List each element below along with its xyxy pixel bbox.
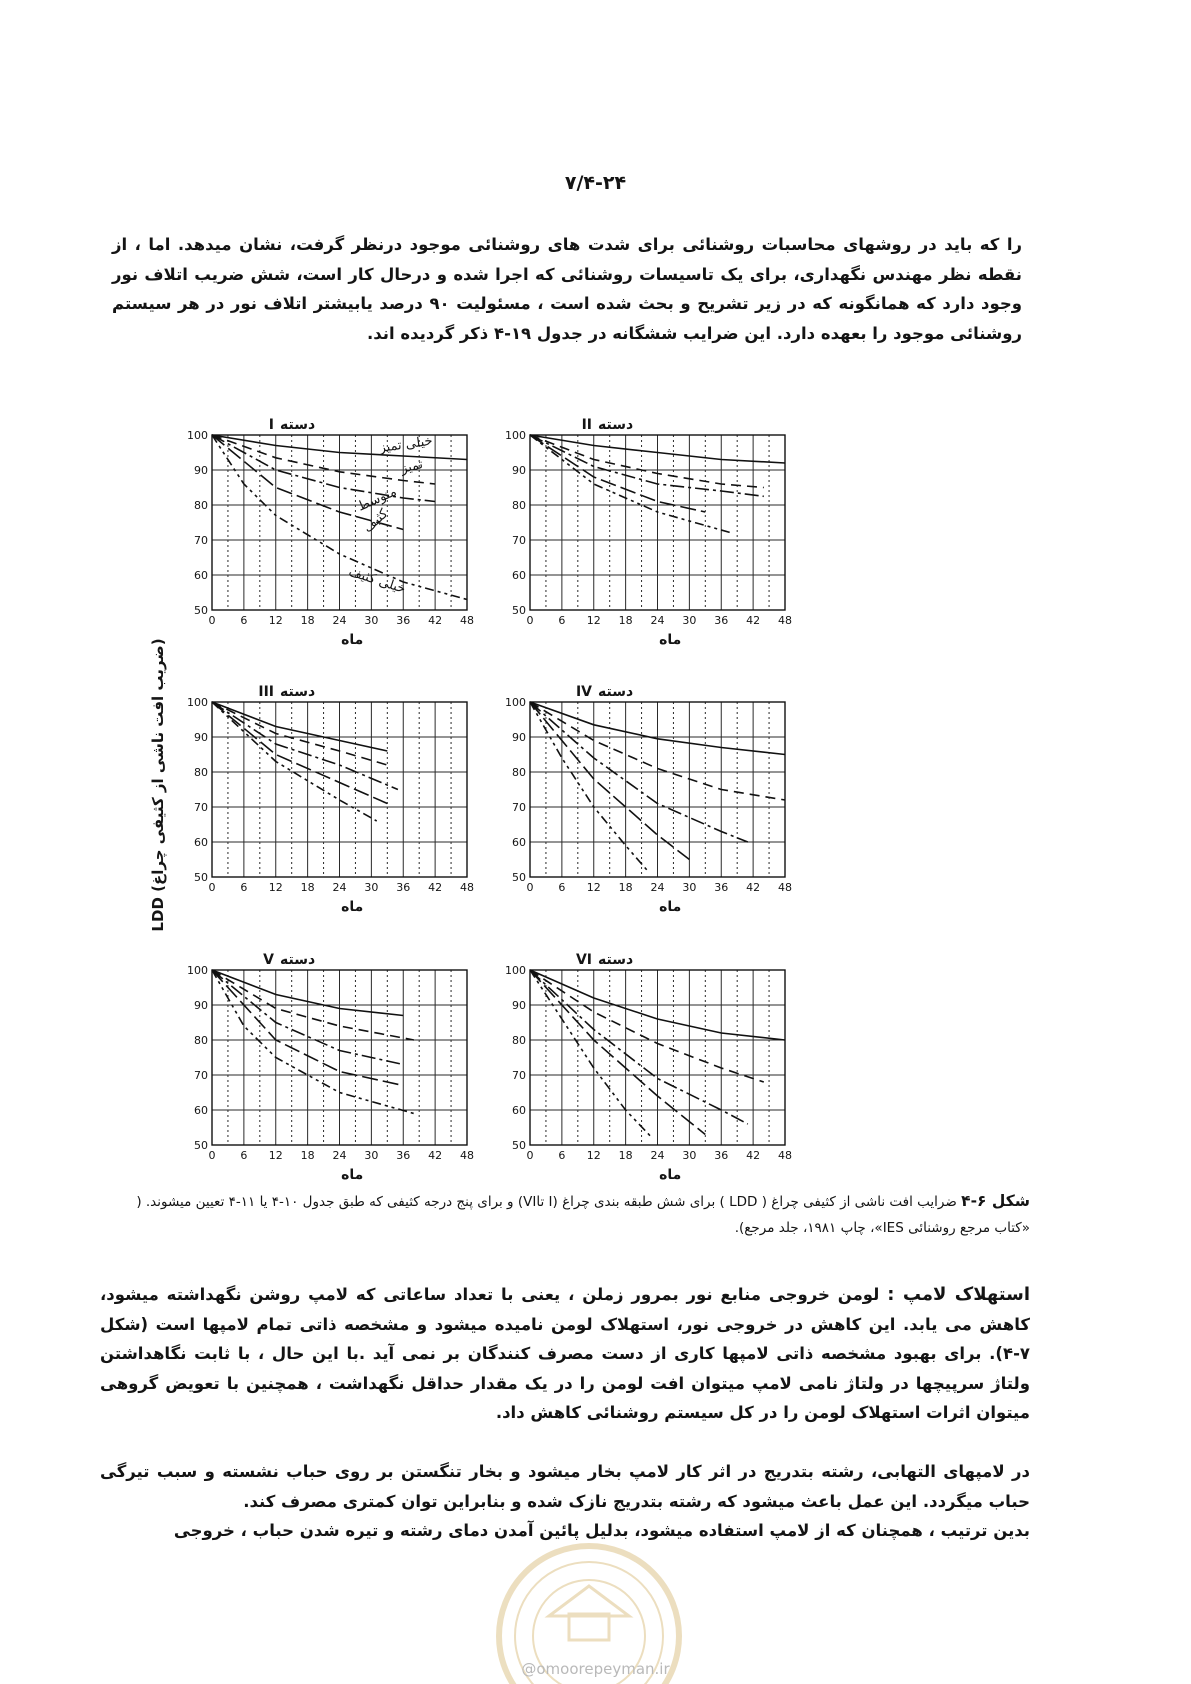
y-tick-label: 50: [512, 871, 526, 884]
y-tick-label: 90: [194, 999, 208, 1012]
y-tick-label: 80: [512, 499, 526, 512]
x-tick-label: 42: [428, 881, 443, 894]
series-line-5: [212, 970, 414, 1114]
chart-panel-II: [505, 417, 792, 648]
y-tick-label: 70: [194, 1069, 208, 1082]
y-tick-label: 100: [505, 429, 526, 442]
y-tick-label: 60: [512, 569, 526, 582]
series-line-4: [530, 435, 705, 512]
x-tick-label: 6: [558, 881, 566, 894]
grid-lines: [530, 702, 785, 877]
y-tick-label: 100: [187, 429, 208, 442]
seal-stamp: [489, 1526, 689, 1656]
x-tick-label: 24: [650, 614, 665, 627]
x-tick-label: 24: [332, 1149, 347, 1162]
x-axis-unit: ماه: [659, 899, 682, 915]
y-tick-label: 90: [512, 731, 526, 744]
x-tick-label: 18: [300, 614, 315, 627]
x-tick-label: 30: [682, 614, 697, 627]
x-tick-label: 48: [460, 1149, 474, 1162]
y-axis-label: LDD (ضریب افت ناشی از کثیفی چراغ): [149, 638, 167, 932]
y-tick-label: 60: [512, 1104, 526, 1117]
y-tick-label: 80: [194, 1034, 208, 1047]
panel-word: دسته: [598, 952, 634, 968]
x-tick-label: 42: [428, 614, 443, 627]
x-tick-label: 36: [396, 881, 411, 894]
x-tick-label: 42: [746, 1149, 761, 1162]
watermark-text: @omoorepeyman.ir: [521, 1660, 670, 1678]
x-tick-label: 6: [558, 614, 566, 627]
x-tick-label: 6: [240, 1149, 248, 1162]
filament-paragraph: در لامپهای التهابی، رشته بتدریج در اثر کار لامپ بخار میشود و بخار تنگستن بر روی حباب نشسته و سبب تیرگی حباب میگردد. این عمل باعث میشود که رشته بتدریج نازک شده و بنابراین توان کمتری مصرف کند.: [100, 1462, 1030, 1511]
x-tick-label: 24: [332, 614, 347, 627]
curve-label-dirty: کثیف: [360, 506, 392, 536]
x-tick-label: 6: [240, 614, 248, 627]
caption-title: شکل ۶-۴: [961, 1192, 1030, 1210]
series-line-4: [530, 702, 689, 860]
y-tick-label: 70: [512, 534, 526, 547]
grid-lines: [212, 702, 467, 877]
x-tick-label: 6: [558, 1149, 566, 1162]
x-tick-label: 30: [682, 1149, 697, 1162]
y-tick-label: 100: [187, 964, 208, 977]
x-tick-label: 6: [240, 881, 248, 894]
y-tick-label: 70: [512, 1069, 526, 1082]
x-tick-label: 36: [714, 1149, 729, 1162]
panel-label-I: I: [268, 417, 274, 433]
x-axis-unit: ماه: [659, 1167, 682, 1183]
y-tick-label: 50: [194, 1139, 208, 1152]
x-tick-label: 0: [526, 1149, 534, 1162]
panel-label-VI: VI: [575, 952, 592, 968]
x-tick-label: 12: [586, 1149, 601, 1162]
y-tick-label: 50: [512, 604, 526, 617]
y-tick-label: 80: [194, 766, 208, 779]
y-tick-label: 100: [505, 964, 526, 977]
figure-caption: [110, 1188, 1030, 1241]
x-tick-label: 36: [396, 1149, 411, 1162]
series-line-3: [530, 435, 764, 496]
x-tick-label: 48: [778, 614, 792, 627]
x-axis-unit: ماه: [659, 632, 682, 648]
series-line-5: [530, 970, 652, 1138]
panel-label-V: V: [263, 952, 274, 968]
x-tick-label: 18: [618, 881, 633, 894]
chart-panel-IV: [505, 684, 792, 915]
grid-lines: [212, 970, 467, 1145]
chart-panel-III: [187, 684, 474, 915]
lamp-depreciation-text: لومن خروجی منابع نور بمرور زملن ، یعنی با تعداد ساعاتی که لامپ روشن نگهداشته میشود، کاهش می یابد. این کاهش در خروجی نور، استهلاک لومن نامیده میشود و مشخصه ذاتی تمام لامپها است (شکل ۷-۴). برای بهبود مشخصه ذاتی لامپها کاری از دست مصرف کنندگان بر نمی آید .با این حال ، با ثابت نگاهداشتن ولتاژ سرپیچها در ولتاژ نامی لامپ میتوان افت لومن را در یک مقدار حداقل نگهداشت ، همچنین با تعویض گروهی میتوان اثرات استهلاک لومن را در کل سیستم روشنائی کاهش داد.: [100, 1285, 1030, 1422]
series-line-2: [530, 435, 764, 488]
x-tick-label: 0: [208, 881, 216, 894]
y-tick-label: 80: [512, 766, 526, 779]
panel-word: دسته: [598, 684, 634, 700]
x-tick-label: 48: [778, 1149, 792, 1162]
y-tick-label: 70: [194, 801, 208, 814]
x-axis-unit: ماه: [341, 899, 364, 915]
x-tick-label: 0: [208, 1149, 216, 1162]
y-tick-label: 60: [194, 1104, 208, 1117]
x-tick-label: 48: [460, 881, 474, 894]
series-line-4: [212, 702, 387, 804]
lamp-depreciation-paragraph: [100, 1280, 1030, 1428]
x-tick-label: 12: [586, 614, 601, 627]
x-tick-label: 0: [526, 614, 534, 627]
x-tick-label: 18: [300, 881, 315, 894]
panel-label-III: III: [258, 684, 274, 700]
curve-label-medium: متوسط: [355, 484, 399, 515]
y-tick-label: 90: [512, 999, 526, 1012]
x-tick-label: 24: [650, 881, 665, 894]
caption-text: ضرایب افت ناشی از کثیفی چراغ ( LDD ) برای شش طبقه بندی چراغ (I تاVI) و برای پنج درجه کثیفی که طبق جدول ۱۰-۴ یا ۱۱-۴ تعیین میشوند. ( «کتاب مرجع روشنائی IES»، چاپ ۱۹۸۱، جلد مرجع).: [136, 1194, 1030, 1236]
y-tick-label: 60: [194, 836, 208, 849]
chart-panels: [187, 417, 792, 1183]
series-line-3: [212, 702, 398, 790]
y-tick-label: 50: [194, 871, 208, 884]
y-tick-label: 80: [512, 1034, 526, 1047]
panel-label-II: II: [581, 417, 592, 433]
lamp-depreciation-heading: استهلاک لامپ :: [887, 1284, 1031, 1305]
panel-label-IV: IV: [575, 684, 592, 700]
chart-panel-VI: [505, 952, 792, 1183]
y-tick-label: 90: [194, 464, 208, 477]
curve-label-very-clean: خیلی تمیز: [378, 433, 434, 456]
panel-word: دسته: [280, 952, 316, 968]
x-tick-label: 12: [268, 1149, 283, 1162]
grid-lines: [212, 435, 467, 610]
panel-word: دسته: [280, 684, 316, 700]
panel-word: دسته: [280, 417, 316, 433]
y-tick-label: 80: [194, 499, 208, 512]
chart-panel-I: [187, 417, 474, 648]
y-tick-label: 100: [505, 696, 526, 709]
x-tick-label: 48: [778, 881, 792, 894]
series-line-5: [530, 702, 647, 870]
chart-panel-V: [187, 952, 474, 1183]
x-tick-label: 36: [714, 881, 729, 894]
x-tick-label: 30: [364, 1149, 379, 1162]
x-tick-label: 42: [428, 1149, 443, 1162]
y-tick-label: 50: [512, 1139, 526, 1152]
x-tick-label: 0: [526, 881, 534, 894]
intro-paragraph: را که باید در روشهای محاسبات روشنائی برای شدت های روشنائی موجود درنظر گرفت، نشان میدهد. اما ، از نقطه نظر مهندس نگهداری، برای یک تاسیسات روشنائی که اجرا شده و درحال کار است، شش ضریب اتلاف نور وجود دارد که همانگونه که در زیر تشریح و بحث شده است ، مسئولیت ۹۰ درصد یابیشتر اتلاف نور در هر سیستم روشنائی موجود را بعهده دارد. این ضرایب ششگانه در جدول ۱۹-۴ ذکر گردیده اند.: [112, 235, 1022, 343]
y-tick-label: 70: [512, 801, 526, 814]
x-tick-label: 30: [682, 881, 697, 894]
x-tick-label: 0: [208, 614, 216, 627]
curve-label-clean: تمیز: [399, 456, 425, 477]
x-tick-label: 48: [460, 614, 474, 627]
x-tick-label: 30: [364, 881, 379, 894]
y-tick-label: 60: [512, 836, 526, 849]
x-tick-label: 36: [396, 614, 411, 627]
series-line-3: [530, 970, 748, 1124]
series-line-2: [530, 970, 764, 1082]
x-axis-unit: ماه: [341, 632, 364, 648]
y-tick-label: 70: [194, 534, 208, 547]
x-tick-label: 12: [268, 614, 283, 627]
page-number: ٧/۴-٢۴: [564, 172, 627, 194]
x-tick-label: 42: [746, 614, 761, 627]
y-tick-label: 60: [194, 569, 208, 582]
y-tick-label: 90: [194, 731, 208, 744]
y-tick-label: 50: [194, 604, 208, 617]
x-axis-unit: ماه: [341, 1167, 364, 1183]
x-tick-label: 36: [714, 614, 729, 627]
x-tick-label: 18: [618, 614, 633, 627]
x-tick-label: 24: [650, 1149, 665, 1162]
ldd-figure: [0, 415, 1191, 1183]
x-tick-label: 12: [268, 881, 283, 894]
x-tick-label: 42: [746, 881, 761, 894]
x-tick-label: 18: [300, 1149, 315, 1162]
x-tick-label: 30: [364, 614, 379, 627]
y-tick-label: 90: [512, 464, 526, 477]
curve-label-very-dirty: خیلی کثیف: [346, 564, 408, 597]
x-tick-label: 18: [618, 1149, 633, 1162]
x-tick-label: 12: [586, 881, 601, 894]
continuation-paragraph: بدین ترتیب ، همچنان که از لامپ استفاده میشود، بدلیل پائین آمدن دمای رشته و تیره شدن حباب ، خروجی: [173, 1521, 1030, 1540]
panel-word: دسته: [598, 417, 634, 433]
series-line-5: [212, 702, 377, 821]
grid-lines: [530, 970, 785, 1145]
y-tick-label: 100: [187, 696, 208, 709]
x-tick-label: 24: [332, 881, 347, 894]
